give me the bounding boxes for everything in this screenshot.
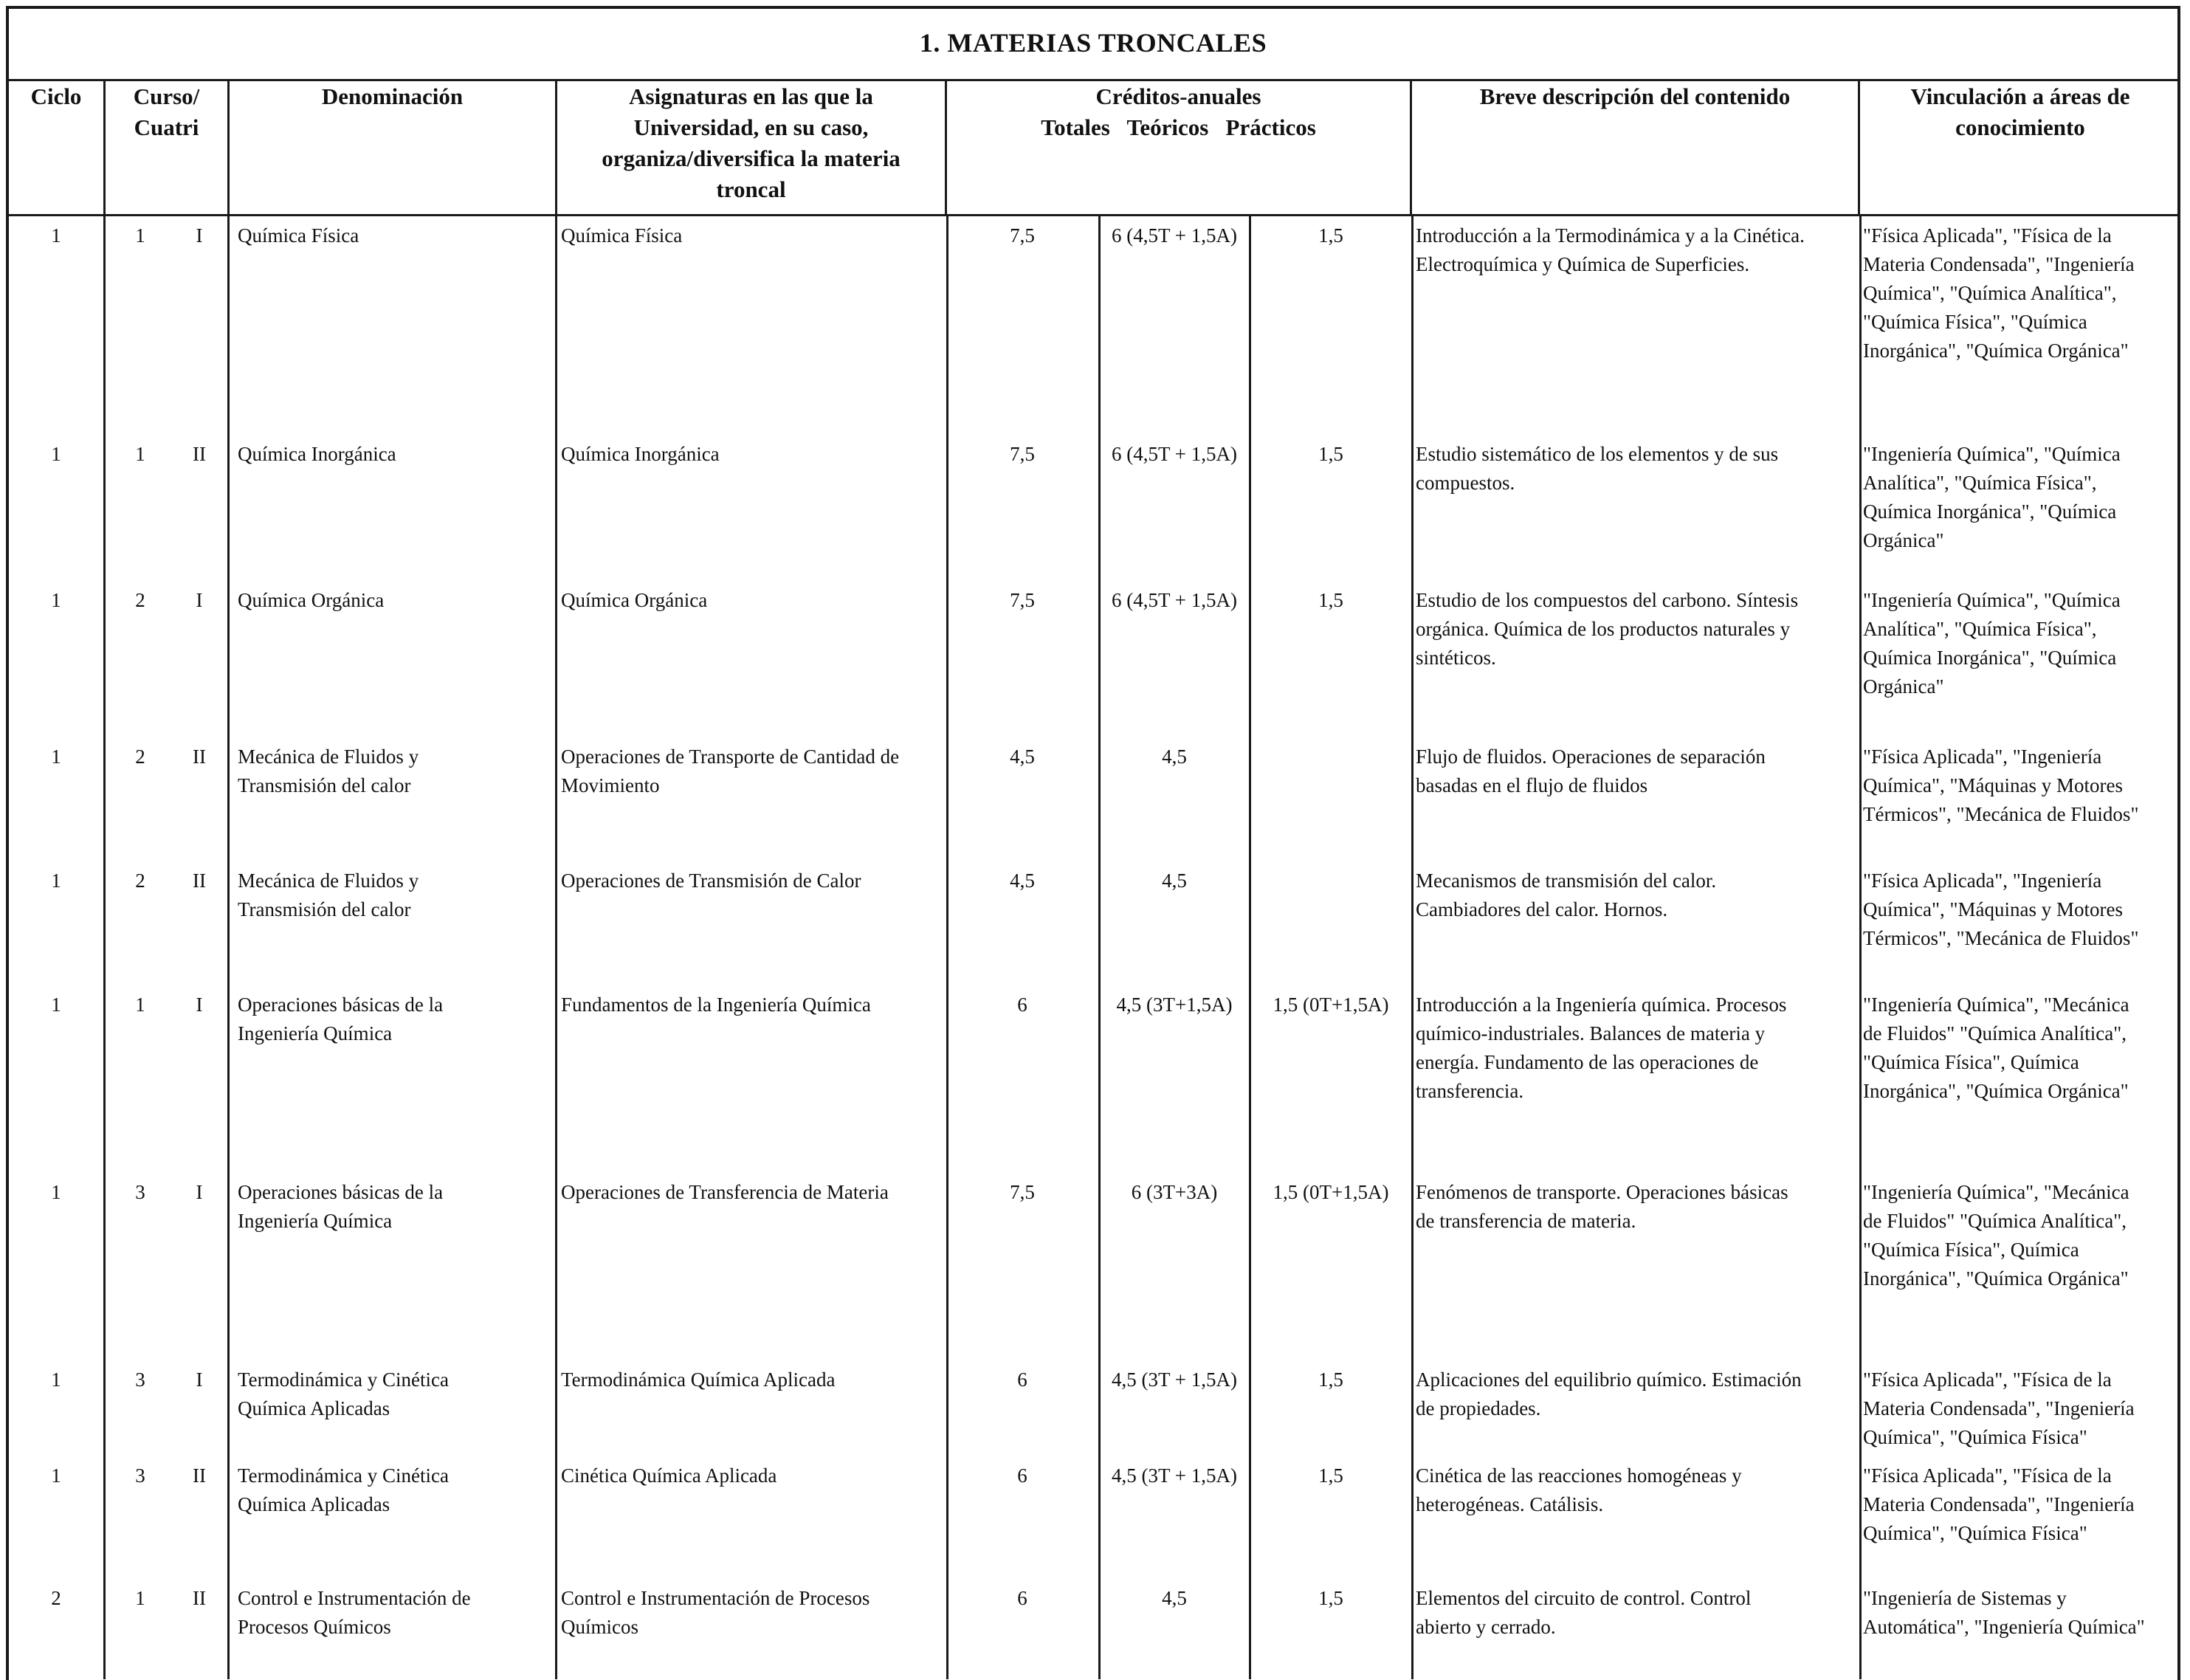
cell-descripcion: Aplicaciones del equilibrio químico. Estimación de propiedades.	[1416, 1369, 1802, 1419]
cell-denominacion: Operaciones básicas de la Ingeniería Química	[238, 1181, 444, 1232]
cell-asignatura: Fundamentos de la Ingeniería Química	[561, 994, 871, 1016]
cell-denominacion: Operaciones básicas de la Ingeniería Química	[238, 994, 444, 1044]
cell-vinculacion: "Física Aplicada", "Física de la Materia Condensada", "Ingeniería Química", "Química Física"	[1863, 1369, 2135, 1448]
cell-ciclo: 1	[51, 443, 61, 465]
cell-cuatri: II	[193, 746, 206, 768]
header-ciclo: Ciclo	[30, 83, 82, 109]
cell-descripcion: Cinética de las reacciones homogéneas y heterogéneas. Catálisis.	[1416, 1464, 1742, 1515]
cell-teoricos: 6 (4,5T + 1,5A)	[1112, 589, 1237, 611]
header-descripcion: Breve descripción del contenido	[1479, 83, 1791, 109]
col-divider	[1411, 214, 1413, 1679]
cell-descripcion: Mecanismos de transmisión del calor. Cambiadores del calor. Hornos.	[1416, 870, 1717, 920]
cell-curso: 1	[135, 1587, 145, 1609]
cell-totales: 6	[1017, 1464, 1027, 1487]
cell-totales: 7,5	[1010, 224, 1035, 247]
cell-teoricos: 4,5 (3T + 1,5A)	[1112, 1464, 1237, 1487]
cell-descripcion: Introducción a la Termodinámica y a la Cinética. Electroquímica y Química de Superficies.	[1416, 224, 1805, 275]
cell-totales: 6	[1017, 1369, 1027, 1391]
col-divider	[1098, 214, 1101, 1679]
cell-asignatura: Química Inorgánica	[561, 443, 720, 465]
cell-ciclo: 2	[51, 1587, 61, 1609]
cell-cuatri: II	[193, 870, 206, 892]
header-asignaturas: Asignaturas en las que la Universidad, en su caso, organiza/diversifica la materia troncal	[602, 83, 901, 202]
cell-denominacion: Control e Instrumentación de Procesos Químicos	[238, 1587, 471, 1638]
cell-denominacion: Termodinámica y Cinética Química Aplicadas	[238, 1464, 450, 1515]
cell-vinculacion: "Física Aplicada", "Ingeniería Química", "Máquinas y Motores Térmicos", "Mecánica de Fluidos"	[1863, 870, 2139, 949]
cell-ciclo: 1	[51, 870, 61, 892]
cell-descripcion: Elementos del circuito de control. Control abierto y cerrado.	[1416, 1587, 1752, 1638]
cell-cuatri: I	[196, 224, 203, 247]
col-divider	[103, 214, 106, 1679]
cell-totales: 7,5	[1010, 443, 1035, 465]
cell-cuatri: II	[193, 1464, 206, 1487]
cell-ciclo: 1	[51, 1369, 61, 1391]
cell-vinculacion: "Ingeniería Química", "Mecánica de Fluidos" "Química Analítica", "Química Física", Química Inorgánica", "Química Orgánica"	[1863, 994, 2129, 1102]
cell-asignatura: Química Física	[561, 224, 683, 247]
cell-asignatura: Química Orgánica	[561, 589, 708, 611]
cell-asignatura: Cinética Química Aplicada	[561, 1464, 777, 1487]
header-vinculacion: Vinculación a áreas de conocimiento	[1910, 83, 2130, 140]
cell-asignatura: Operaciones de Transferencia de Materia	[561, 1181, 889, 1203]
cell-descripcion: Fenómenos de transporte. Operaciones básicas de transferencia de materia.	[1416, 1181, 1788, 1232]
cell-descripcion: Estudio sistemático de los elementos y de sus compuestos.	[1416, 443, 1779, 494]
cell-totales: 6	[1017, 994, 1027, 1016]
cell-vinculacion: "Física Aplicada", "Ingeniería Química", "Máquinas y Motores Térmicos", "Mecánica de Fluidos"	[1863, 746, 2139, 825]
cell-curso: 3	[135, 1181, 145, 1203]
cell-teoricos: 4,5	[1162, 870, 1187, 892]
cell-asignatura: Operaciones de Transporte de Cantidad de Movimiento	[561, 746, 900, 796]
col-divider	[946, 214, 948, 1679]
cell-ciclo: 1	[51, 1181, 61, 1203]
cell-teoricos: 6 (4,5T + 1,5A)	[1112, 443, 1237, 465]
cell-asignatura: Termodinámica Química Aplicada	[561, 1369, 836, 1391]
cell-vinculacion: "Ingeniería Química", "Mecánica de Fluidos" "Química Analítica", "Química Física", Química Inorgánica", "Química Orgánica"	[1863, 1181, 2129, 1290]
cell-vinculacion: "Física Aplicada", "Física de la Materia Condensada", "Ingeniería Química", "Química Física"	[1863, 1464, 2135, 1544]
table-title: 1. MATERIAS TRONCALES	[6, 6, 2180, 81]
cell-vinculacion: "Física Aplicada", "Física de la Materia Condensada", "Ingeniería Química", "Química Analítica", "Química Física", "Química Inorgánica", "Química Orgánica"	[1863, 224, 2135, 362]
cell-curso: 1	[135, 443, 145, 465]
col-divider	[1859, 214, 1862, 1679]
cell-ciclo: 1	[51, 224, 61, 247]
cell-curso: 2	[135, 589, 145, 611]
cell-vinculacion: "Ingeniería de Sistemas y Automática", "Ingeniería Química"	[1863, 1587, 2145, 1638]
header-divider	[6, 214, 2180, 216]
cell-practicos: 1,5	[1318, 589, 1343, 611]
cell-practicos: 1,5 (0T+1,5A)	[1273, 1181, 1389, 1203]
cell-asignatura: Control e Instrumentación de Procesos Químicos	[561, 1587, 870, 1638]
header-creditos-sub: Totales Teóricos Prácticos	[1041, 114, 1316, 140]
cell-practicos: 1,5	[1318, 224, 1343, 247]
header-creditos: Créditos-anuales	[1095, 83, 1261, 109]
cell-descripcion: Estudio de los compuestos del carbono. Síntesis orgánica. Química de los productos naturales y sintéticos.	[1416, 589, 1799, 669]
cell-curso: 1	[135, 224, 145, 247]
cell-practicos: 1,5	[1318, 1464, 1343, 1487]
cell-curso: 2	[135, 746, 145, 768]
cell-denominacion: Mecánica de Fluidos y Transmisión del calor	[238, 870, 419, 920]
cell-totales: 7,5	[1010, 1181, 1035, 1203]
cell-cuatri: II	[193, 1587, 206, 1609]
cell-teoricos: 6 (3T+3A)	[1131, 1181, 1218, 1203]
cell-vinculacion: "Ingeniería Química", "Química Analítica", "Química Física", Química Inorgánica", "Química Orgánica"	[1863, 589, 2121, 698]
cell-denominacion: Termodinámica y Cinética Química Aplicadas	[238, 1369, 450, 1419]
col-divider	[555, 214, 557, 1679]
cell-cuatri: I	[196, 1181, 203, 1203]
cell-denominacion: Mecánica de Fluidos y Transmisión del calor	[238, 746, 419, 796]
col-divider	[1249, 214, 1251, 1679]
header-denominacion: Denominación	[321, 83, 464, 109]
cell-ciclo: 1	[51, 589, 61, 611]
cell-ciclo: 1	[51, 994, 61, 1016]
cell-curso: 3	[135, 1369, 145, 1391]
cell-denominacion: Química Inorgánica	[238, 443, 396, 465]
cell-cuatri: I	[196, 1369, 203, 1391]
cell-denominacion: Química Orgánica	[238, 589, 385, 611]
cell-cuatri: I	[196, 589, 203, 611]
cell-cuatri: II	[193, 443, 206, 465]
cell-curso: 3	[135, 1464, 145, 1487]
cell-teoricos: 4,5	[1162, 1587, 1187, 1609]
cell-descripcion: Introducción a la Ingeniería química. Procesos químico-industriales. Balances de materia y energía. Fundamento de las operaciones de transferencia.	[1416, 994, 1787, 1102]
cell-teoricos: 4,5	[1162, 746, 1187, 768]
cell-totales: 4,5	[1010, 870, 1035, 892]
cell-curso: 1	[135, 994, 145, 1016]
cell-teoricos: 6 (4,5T + 1,5A)	[1112, 224, 1237, 247]
cell-vinculacion: "Ingeniería Química", "Química Analítica", "Química Física", Química Inorgánica", "Química Orgánica"	[1863, 443, 2121, 551]
cell-practicos: 1,5 (0T+1,5A)	[1273, 994, 1389, 1016]
cell-curso: 2	[135, 870, 145, 892]
cell-practicos: 1,5	[1318, 443, 1343, 465]
cell-totales: 6	[1017, 1587, 1027, 1609]
header-curso: Curso/ Cuatri	[133, 83, 200, 140]
cell-teoricos: 4,5 (3T + 1,5A)	[1112, 1369, 1237, 1391]
cell-ciclo: 1	[51, 746, 61, 768]
cell-cuatri: I	[196, 994, 203, 1016]
cell-asignatura: Operaciones de Transmisión de Calor	[561, 870, 861, 892]
cell-practicos: 1,5	[1318, 1587, 1343, 1609]
cell-descripcion: Flujo de fluidos. Operaciones de separación basadas en el flujo de fluidos	[1416, 746, 1766, 796]
col-divider	[227, 214, 230, 1679]
cell-totales: 4,5	[1010, 746, 1035, 768]
cell-practicos: 1,5	[1318, 1369, 1343, 1391]
cell-totales: 7,5	[1010, 589, 1035, 611]
cell-ciclo: 1	[51, 1464, 61, 1487]
cell-teoricos: 4,5 (3T+1,5A)	[1116, 994, 1233, 1016]
cell-denominacion: Química Física	[238, 224, 359, 247]
